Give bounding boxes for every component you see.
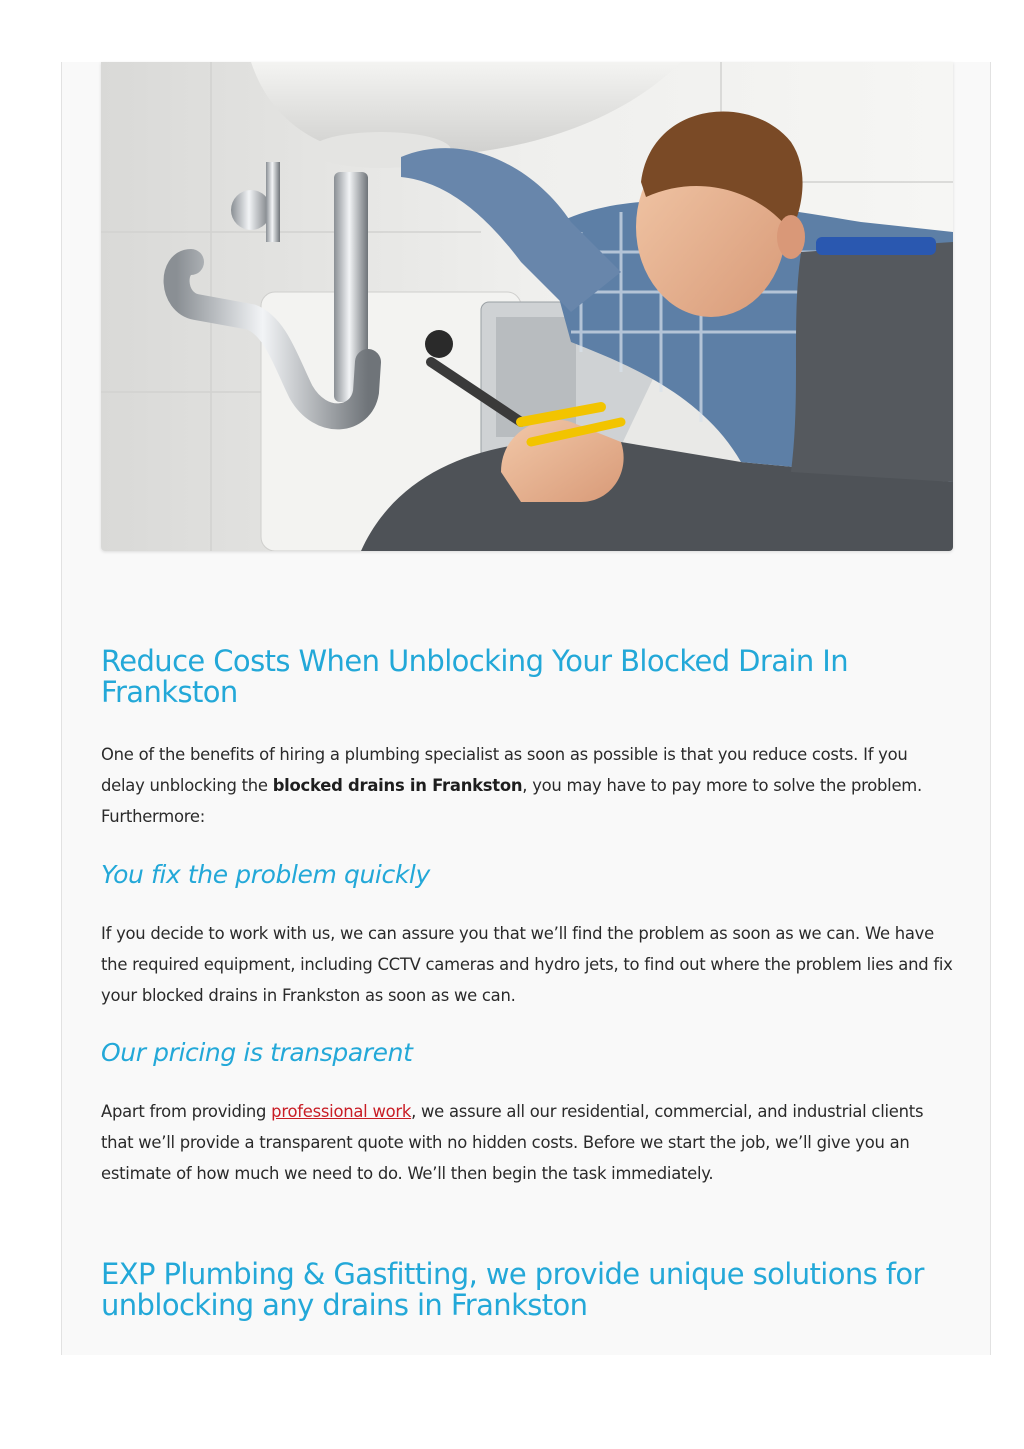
paragraph-text: , you may have to pay more to solve the problem. Furthermore: xyxy=(101,776,922,826)
section-paragraph-reduce-costs xyxy=(101,739,953,832)
professional-work-link[interactable]: professional work xyxy=(271,1102,412,1121)
subheading-pricing-transparent: Our pricing is transparent xyxy=(101,1038,413,1067)
paragraph-fix-quickly: If you decide to work with us, we can assure you that we’ll find the problem as soon as we can. We have the required equipment, including CCTV cameras and hydro jets, to find out where the problem lies and fix your blocked drains in Frankston as soon as we can. xyxy=(101,924,953,1005)
bold-keyword: blocked drains in Frankston xyxy=(272,776,523,795)
section-heading-exp-plumbing: EXP Plumbing & Gasfitting, we provide unique solutions for unblocking any drains in Frankston xyxy=(101,1257,924,1322)
section-heading-reduce-costs: Reduce Costs When Unblocking Your Blocked Drain In Frankston xyxy=(101,644,848,709)
paragraph-text: Apart from providing xyxy=(101,1102,272,1121)
subheading-fix-quickly: You fix the problem quickly xyxy=(101,860,430,889)
paragraph-pricing-transparent xyxy=(101,1096,953,1189)
paragraph-text: One of the benefits of hiring a plumbing specialist as soon as possible is that you reduce costs. If you delay unblocking the xyxy=(101,745,908,795)
paragraph-text: , we assure all our residential, commercial, and industrial clients that we’ll provide a transparent quote with no hidden costs. Before we start the job, we’ll give you an estimate of how much we need to do. We’ll then begin the task immediately. xyxy=(101,1102,924,1183)
hero-image-plumber-fixing-sink xyxy=(101,62,953,551)
